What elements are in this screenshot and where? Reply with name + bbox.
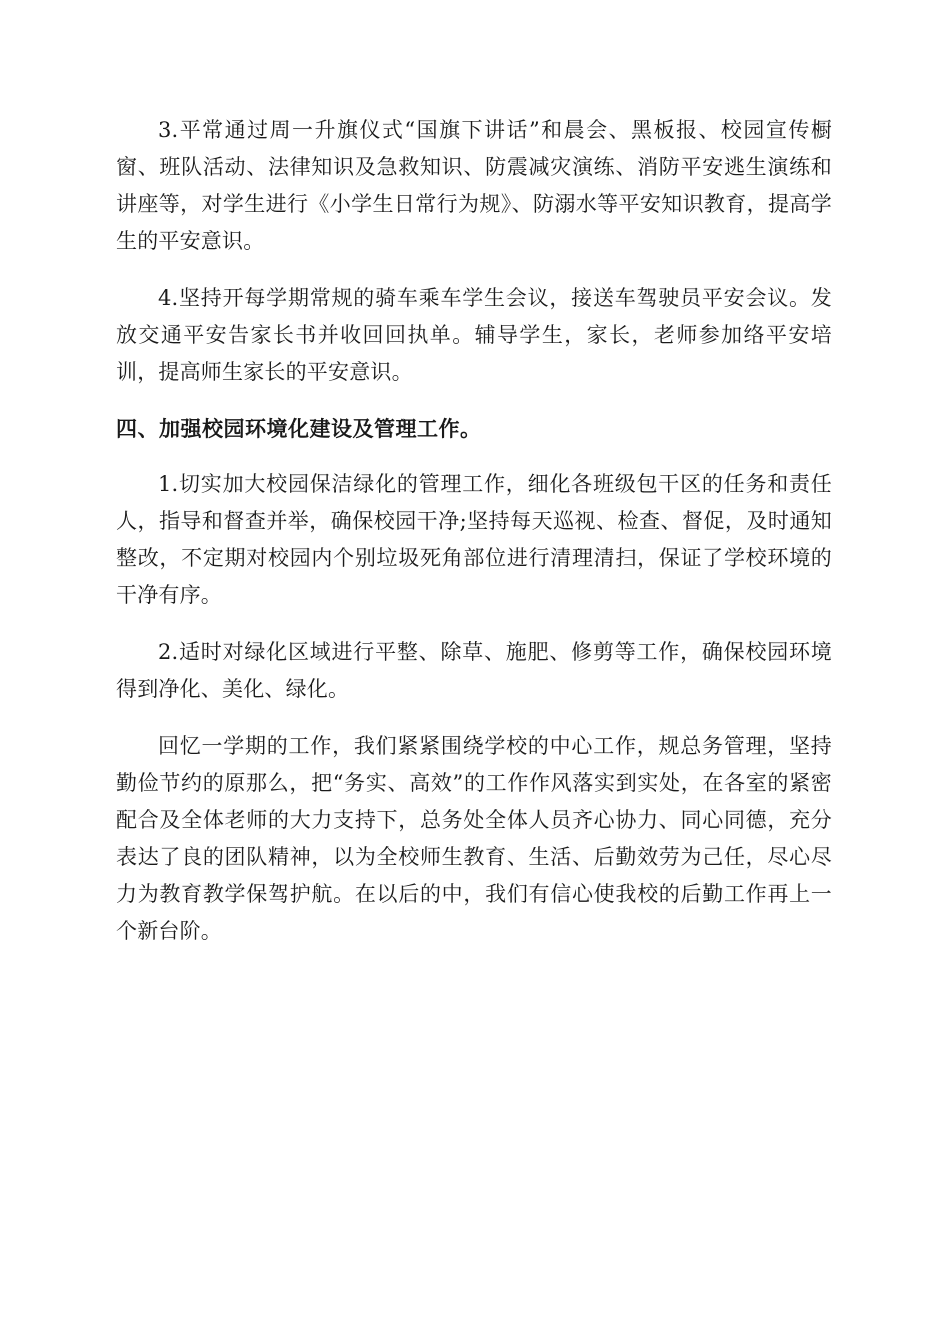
- paragraph-section4-item-2: 2.适时对绿化区域进行平整、除草、施肥、修剪等工作，确保校园环境得到净化、美化、绿化。: [116, 640, 832, 701]
- document-page: [116, 112, 832, 970]
- paragraph-item-4: 4.坚持开每学期常规的骑车乘车学生会议，接送车驾驶员平安会议。发放交通平安告家长书并收回回执单。辅导学生，家长，老师参加络平安培训，提高师生家长的平安意识。: [116, 286, 832, 384]
- paragraph-item-3: 3.平常通过周一升旗仪式“国旗下讲话”和晨会、黑板报、校园宣传橱窗、班队活动、法律知识及急救知识、防震减灾演练、消防平安逃生演练和讲座等，对学生进行《小学生日常行为规》、防溺水等平安知识教育，提高学生的平安意识。: [116, 118, 832, 253]
- summary-paragraph: 回忆一学期的工作，我们紧紧围绕学校的中心工作，规总务管理，坚持勤俭节约的原那么，把“务实、高效”的工作作风落实到实处，在各室的紧密配合及全体老师的大力支持下，总务处全体人员齐心协力、同心同德，充分表达了良的团队精神，以为全校师生教育、生活、后勤效劳为己任，尽心尽力为教育教学保驾护航。在以后的中，我们有信心使我校的后勤工作再上一个新台阶。: [116, 734, 832, 943]
- paragraph-section4-item-1: 1.切实加大校园保洁绿化的管理工作，细化各班级包干区的任务和责任人，指导和督查并举，确保校园干净;坚持每天巡视、检查、督促，及时通知整改，不定期对校园内个别垃圾死角部位进行清理清扫，保证了学校环境的干净有序。: [116, 472, 832, 607]
- section-heading-4: 四、加强校园环境化建设及管理工作。: [116, 417, 482, 441]
